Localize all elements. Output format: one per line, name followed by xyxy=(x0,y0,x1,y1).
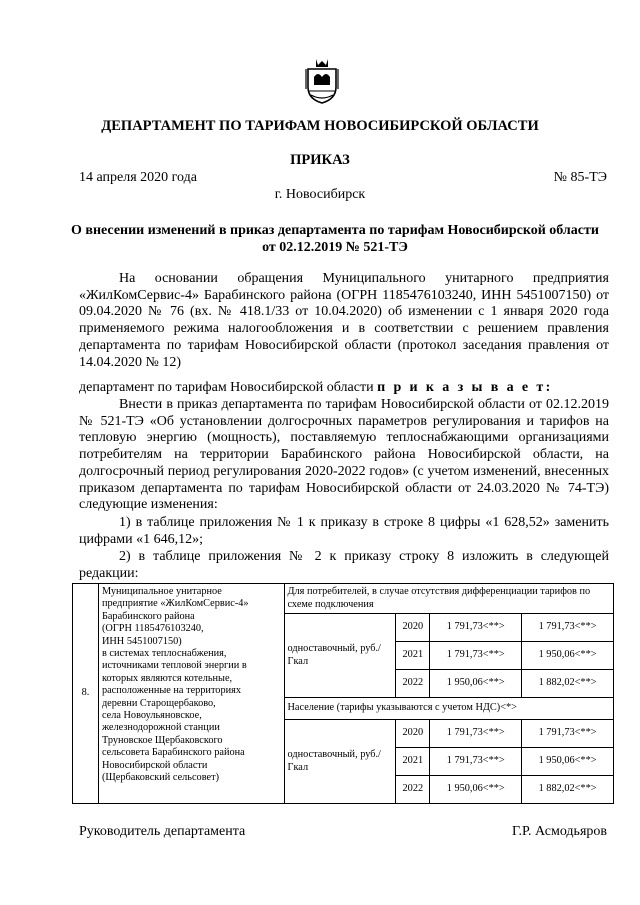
department-heading: ДЕПАРТАМЕНТ ПО ТАРИФАМ НОВОСИБИРСКОЙ ОБЛАСТИ xyxy=(101,118,539,134)
org-line: расположенные на территориях xyxy=(101,685,242,697)
rate-label-cell: одноставочный, руб./Гкал xyxy=(284,614,396,698)
year-cell: 2021 xyxy=(396,642,430,670)
org-line: которых являются котельные, xyxy=(101,672,233,684)
paragraph-item-2: 2) в таблице приложения № 2 к приказу строку 8 изложить в следующей редакции: xyxy=(79,549,609,581)
tariff-value-h2: 1 791,73<**> xyxy=(522,614,614,642)
year-cell: 2020 xyxy=(396,720,430,748)
tariff-value-h1: 1 791,73<**> xyxy=(430,614,522,642)
tariff-value-h2: 1 950,06<**> xyxy=(522,748,614,776)
org-line: Труновское Щербаковского xyxy=(101,734,223,746)
signature-name: Г.Р. Асмодьяров xyxy=(511,824,607,839)
table-row xyxy=(73,584,614,614)
tariff-value-h1: 1 950,06<**> xyxy=(430,776,522,804)
paragraph-amendment: Внести в приказ департамента по тарифам Новосибирской области от 02.12.2019 № 521-ТЭ «Об установлении долгосрочных параметров регулирования и тарифов на тепловую энергию (мощность), поставляемую теплоснабжающими организациями потребителям на территории Барабинского района Новосибирской области, на долгосрочный период регулирования 2020-2022 годов» (с учетом изменений, внесенных приказом департамента по тарифам Новосибирской области от 24.03.2020 № 74-ТЭ) следующие изменения: xyxy=(79,397,609,513)
org-line: (ОГРН 1185476103240, xyxy=(101,623,204,635)
org-line: железнодорожной станции xyxy=(101,722,220,734)
org-line: сельсовета Барабинского района xyxy=(101,747,245,759)
year-cell: 2021 xyxy=(396,748,430,776)
paragraph-basis: На основании обращения Муниципального унитарного предприятия «ЖилКомСервис-4» Барабинского района (ОГРН 1185476103240, ИНН 5451007150) от 09.04.2020 № 76 (вх. № 418.1/33 от 10.04.2020) об изменении с 1 января 2020 года применяемого режима налогообложения и в соответствии с решением правления департамента по тарифам Новосибирской области (протокол заседания правления от 14.04.2020 № 12) xyxy=(79,271,609,370)
paragraph-item-1: 1) в таблице приложения № 1 к приказу в строке 8 цифры «1 628,52» заменить цифрами «1 646,12»; xyxy=(79,515,609,547)
section-header-consumers: Для потребителей, в случае отсутствия дифференциации тарифов по схеме подключения xyxy=(284,584,614,614)
paragraph-orders xyxy=(79,380,609,397)
rate-label-cell: одноставочный, руб./Гкал xyxy=(284,720,396,804)
tariff-value-h1: 1 950,06<**> xyxy=(430,670,522,698)
org-line: предприятие «ЖилКомСервис-4» xyxy=(101,598,249,610)
orders-prefix: департамент по тарифам Новосибирской области xyxy=(79,380,378,395)
year-cell: 2022 xyxy=(396,670,430,698)
orders-keyword: п р и к а з ы в а е т: xyxy=(377,380,553,395)
org-line: источниками тепловой энергии в xyxy=(101,660,247,672)
tariff-value-h2: 1 882,02<**> xyxy=(522,670,614,698)
row-number-cell: 8. xyxy=(73,584,99,804)
tariff-value-h1: 1 791,73<**> xyxy=(430,720,522,748)
organization-cell xyxy=(98,584,284,804)
section-header-population: Население (тарифы указываются с учетом НДС)<*> xyxy=(284,698,614,720)
org-line: села Новоульяновское, xyxy=(101,710,202,722)
order-title: ПРИКАЗ xyxy=(290,152,350,168)
org-line: ИНН 5451007150) xyxy=(101,635,182,647)
order-city: г. Новосибирск xyxy=(274,187,366,202)
order-date: 14 апреля 2020 года xyxy=(79,170,197,185)
org-line: деревни Старощербаково, xyxy=(101,697,216,709)
org-line: в системах теплоснабжения, xyxy=(101,648,227,660)
tariff-value-h2: 1 950,06<**> xyxy=(522,642,614,670)
org-line: (Щербаковский сельсовет) xyxy=(101,772,219,784)
signature-position: Руководитель департамента xyxy=(79,824,246,839)
org-line: Барабинского района xyxy=(101,610,195,622)
org-line: Новосибирской области xyxy=(101,759,208,771)
order-number: № 85-ТЭ xyxy=(553,170,607,185)
tariff-value-h1: 1 791,73<**> xyxy=(430,748,522,776)
year-cell: 2022 xyxy=(396,776,430,804)
order-subject: О внесении изменений в приказ департамента по тарифам Новосибирской области от 02.12.2019 № 521-ТЭ xyxy=(71,223,599,255)
year-cell: 2020 xyxy=(396,614,430,642)
org-line: Муниципальное унитарное xyxy=(101,586,222,597)
tariff-value-h1: 1 791,73<**> xyxy=(430,642,522,670)
coat-of-arms-icon xyxy=(304,55,340,105)
tariff-value-h2: 1 882,02<**> xyxy=(522,776,614,804)
tariff-table xyxy=(72,583,614,804)
tariff-value-h2: 1 791,73<**> xyxy=(522,720,614,748)
